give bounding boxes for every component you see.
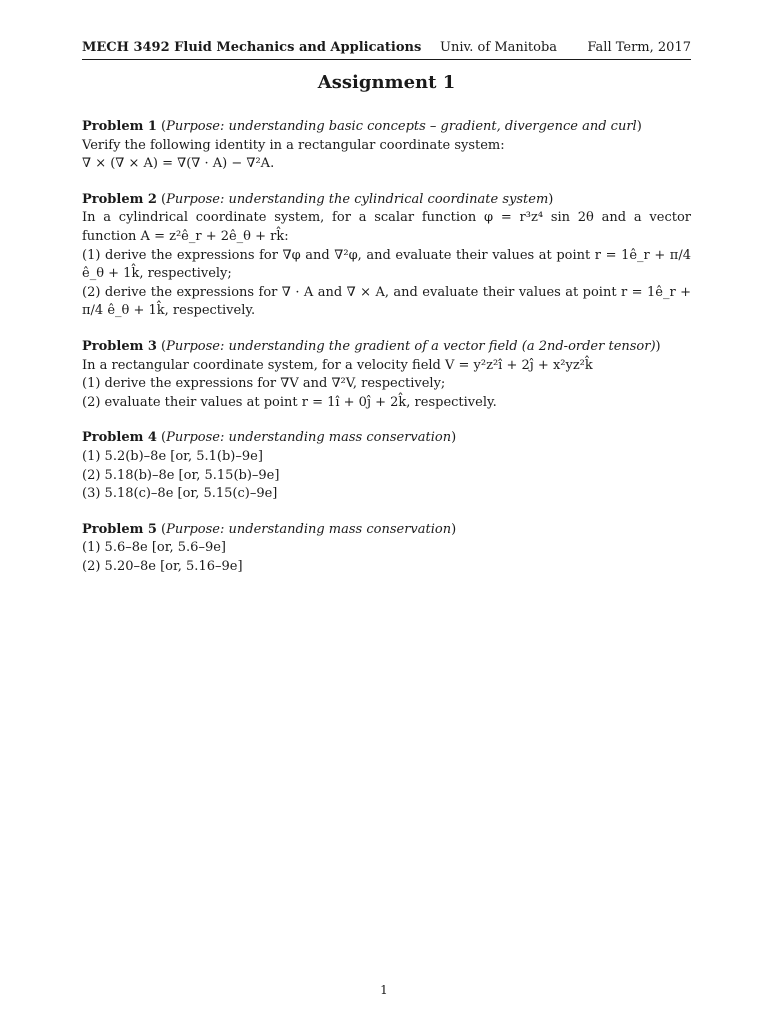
problem-5-line-2: (2) 5.20–8e [or, 5.16–9e] — [82, 558, 243, 574]
problem-1-line-1: Verify the following identity in a rectangular coordinate system: — [82, 137, 505, 153]
problem-2-line-1: In a cylindrical coordinate system, for a scalar function φ = r³z⁴ sin 2θ and a vector function A = z²ê_r + 2ê_θ + rk̂: — [82, 210, 691, 244]
problem-4-line-3: (3) 5.18(c)–8e [or, 5.15(c)–9e] — [82, 486, 278, 502]
page-number: 1 — [380, 983, 388, 997]
problem-2-name: Problem 2 — [82, 191, 157, 207]
problem-3-line-2: (1) derive the expressions for ∇V and ∇²V, respectively; — [82, 376, 446, 392]
problem-2-line-2: (1) derive the expressions for ∇φ and ∇²φ, and evaluate their values at point r = 1ê_r + π/4 ê_θ + 1k̂, respectively; — [82, 247, 691, 282]
problem-5-name: Problem 5 — [82, 521, 157, 537]
problem-1-purpose: Purpose: understanding basic concepts – gradient, divergence and curl — [166, 119, 637, 134]
problem-1-name: Problem 1 — [82, 119, 157, 134]
problem-4-line-1: (1) 5.2(b)–8e [or, 5.1(b)–9e] — [82, 448, 263, 464]
problem-3-name: Problem 3 — [82, 338, 157, 354]
problem-5-line-1: (1) 5.6–8e [or, 5.6–9e] — [82, 540, 226, 556]
course-name: MECH 3492 Fluid Mechanics and Applications — [82, 40, 422, 55]
problem-3-line-1: In a rectangular coordinate system, for a velocity field V = y²z²î + 2ĵ + x²yz²k̂ — [82, 357, 593, 373]
term-label: Fall Term, 2017 — [587, 40, 691, 55]
problem-3-purpose: Purpose: understanding the gradient of a vector field (a 2nd-order tensor) — [166, 338, 656, 354]
problem-2: Problem 2 (Purpose: understanding the cylindrical coordinate system) In a cylindrical coordinate system, for a scalar function φ = r³z⁴ sin 2θ and a vector function A = z²ê_r + 2ê_θ + rk̂: (1) derive the expressions for ∇φ and ∇²φ, and evaluate their values at point r = 1ê_r + π/4 ê_θ + 1k̂, respectively; (2) derive the expressions for ∇ · A and ∇ × A, and evaluate their values at point r = 1ê_r + π/4 ê_θ + 1k̂, respectively. — [82, 191, 691, 321]
header-rule — [82, 59, 691, 60]
problem-2-purpose: Purpose: understanding the cylindrical coordinate system — [166, 191, 549, 207]
university-name: Univ. of Manitoba — [440, 40, 558, 55]
problem-4: Problem 4 (Purpose: understanding mass conservation) (1) 5.2(b)–8e [or, 5.1(b)–9e] (2) 5.18(b)–8e [or, 5.15(b)–9e] (3) 5.18(c)–8e [or, 5.15(c)–9e] — [82, 429, 691, 503]
assignment-title: Assignment 1 — [317, 72, 456, 93]
problem-2-line-3: (2) derive the expressions for ∇ · A and ∇ × A, and evaluate their values at point r = 1ê_r + π/4 ê_θ + 1k̂, respectively. — [82, 284, 691, 319]
problem-3-line-3: (2) evaluate their values at point r = 1î + 0ĵ + 2k̂, respectively. — [82, 394, 497, 410]
problem-1: Problem 1 (Purpose: understanding basic concepts – gradient, divergence and curl) Verify the following identity in a rectangular coordinate system: ∇ × (∇ × A) = ∇(∇ · A) − ∇²A. — [82, 118, 691, 174]
running-header — [82, 40, 691, 58]
problem-4-name: Problem 4 — [82, 430, 157, 446]
problem-3: Problem 3 (Purpose: understanding the gradient of a vector field (a 2nd-order tensor)) In a rectangular coordinate system, for a velocity field V = y²z²î + 2ĵ + x²yz²k̂ (1) derive the expressions for ∇V and ∇²V, respectively; (2) evaluate their values at point r = 1î + 0ĵ + 2k̂, respectively. — [82, 338, 691, 412]
problem-5: Problem 5 (Purpose: understanding mass conservation) (1) 5.6–8e [or, 5.6–9e] (2) 5.20–8e [or, 5.16–9e] — [82, 521, 691, 577]
problem-5-purpose: Purpose: understanding mass conservation — [166, 521, 452, 537]
problem-1-line-2: ∇ × (∇ × A) = ∇(∇ · A) − ∇²A. — [82, 156, 275, 172]
problem-4-line-2: (2) 5.18(b)–8e [or, 5.15(b)–9e] — [82, 467, 280, 483]
document-page — [82, 40, 691, 576]
problem-4-purpose: Purpose: understanding mass conservation — [166, 430, 452, 446]
